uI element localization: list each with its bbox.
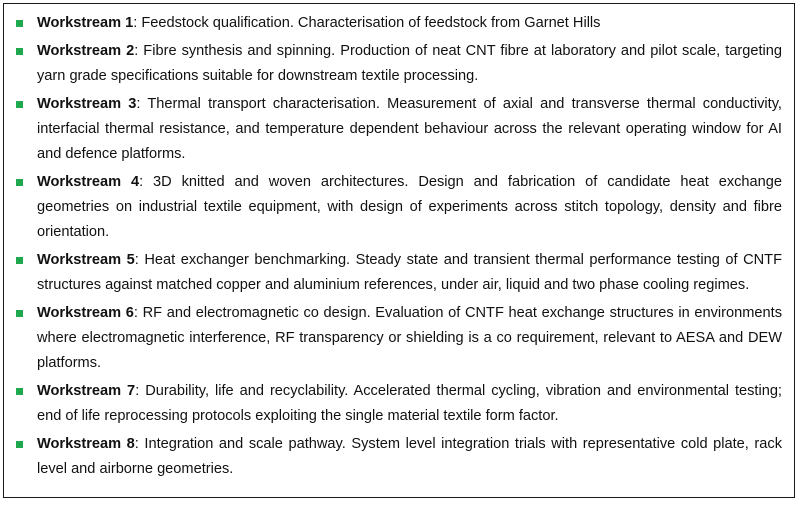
square-bullet-icon (16, 20, 23, 27)
square-bullet-icon (16, 101, 23, 108)
workstream-item-8 (16, 432, 782, 482)
workstream-box (3, 3, 795, 498)
workstream-description: : Feedstock qualification. Characterisation of feedstock from Garnet Hills (133, 15, 601, 31)
workstream-name: Workstream 6 (37, 305, 134, 321)
workstream-name: Workstream 5 (37, 252, 135, 268)
workstream-description: : Thermal transport characterisation. Measurement of axial and transverse thermal conductivity, interfacial thermal resistance, and temperature dependent behaviour across the relevant operating window for AI and defence platforms. (37, 96, 782, 162)
square-bullet-icon (16, 257, 23, 264)
workstream-description: : Heat exchanger benchmarking. Steady state and transient thermal performance testing of CNTF structures against matched copper and aluminium references, under air, liquid and two phase cooling regimes. (37, 252, 782, 293)
workstream-item-5 (16, 248, 782, 298)
workstream-name: Workstream 7 (37, 383, 136, 399)
workstream-name: Workstream 1 (37, 15, 134, 31)
workstream-item-7 (16, 379, 782, 429)
workstream-item-4 (16, 170, 782, 245)
workstream-item-1 (16, 11, 782, 36)
square-bullet-icon (16, 388, 23, 395)
workstream-name: Workstream 2 (37, 43, 135, 59)
workstream-item-6 (16, 301, 782, 376)
workstream-description: : RF and electromagnetic co design. Evaluation of CNTF heat exchange structures in environments where electromagnetic interference, RF transparency or shielding is a co requirement, relevant to AESA and DEW platforms. (37, 305, 782, 371)
workstream-name: Workstream 8 (37, 436, 135, 452)
workstream-name: Workstream 4 (37, 174, 140, 190)
workstream-description: : Integration and scale pathway. System level integration trials with representative cold plate, rack level and airborne geometries. (37, 436, 782, 477)
workstream-description: : Durability, life and recyclability. Accelerated thermal cycling, vibration and environmental testing; end of life reprocessing protocols exploiting the single material textile form factor. (37, 383, 782, 424)
workstream-description: : Fibre synthesis and spinning. Production of neat CNT fibre at laboratory and pilot scale, targeting yarn grade specifications suitable for downstream textile processing. (37, 43, 782, 84)
workstream-list (16, 11, 782, 482)
workstream-item-3 (16, 92, 782, 167)
workstream-name: Workstream 3 (37, 96, 137, 112)
square-bullet-icon (16, 441, 23, 448)
workstream-item-2 (16, 39, 782, 89)
square-bullet-icon (16, 310, 23, 317)
square-bullet-icon (16, 48, 23, 55)
square-bullet-icon (16, 179, 23, 186)
workstream-description: : 3D knitted and woven architectures. Design and fabrication of candidate heat exchange geometries on industrial textile equipment, with design of experiments across stitch topology, density and fibre orientation. (37, 174, 782, 240)
